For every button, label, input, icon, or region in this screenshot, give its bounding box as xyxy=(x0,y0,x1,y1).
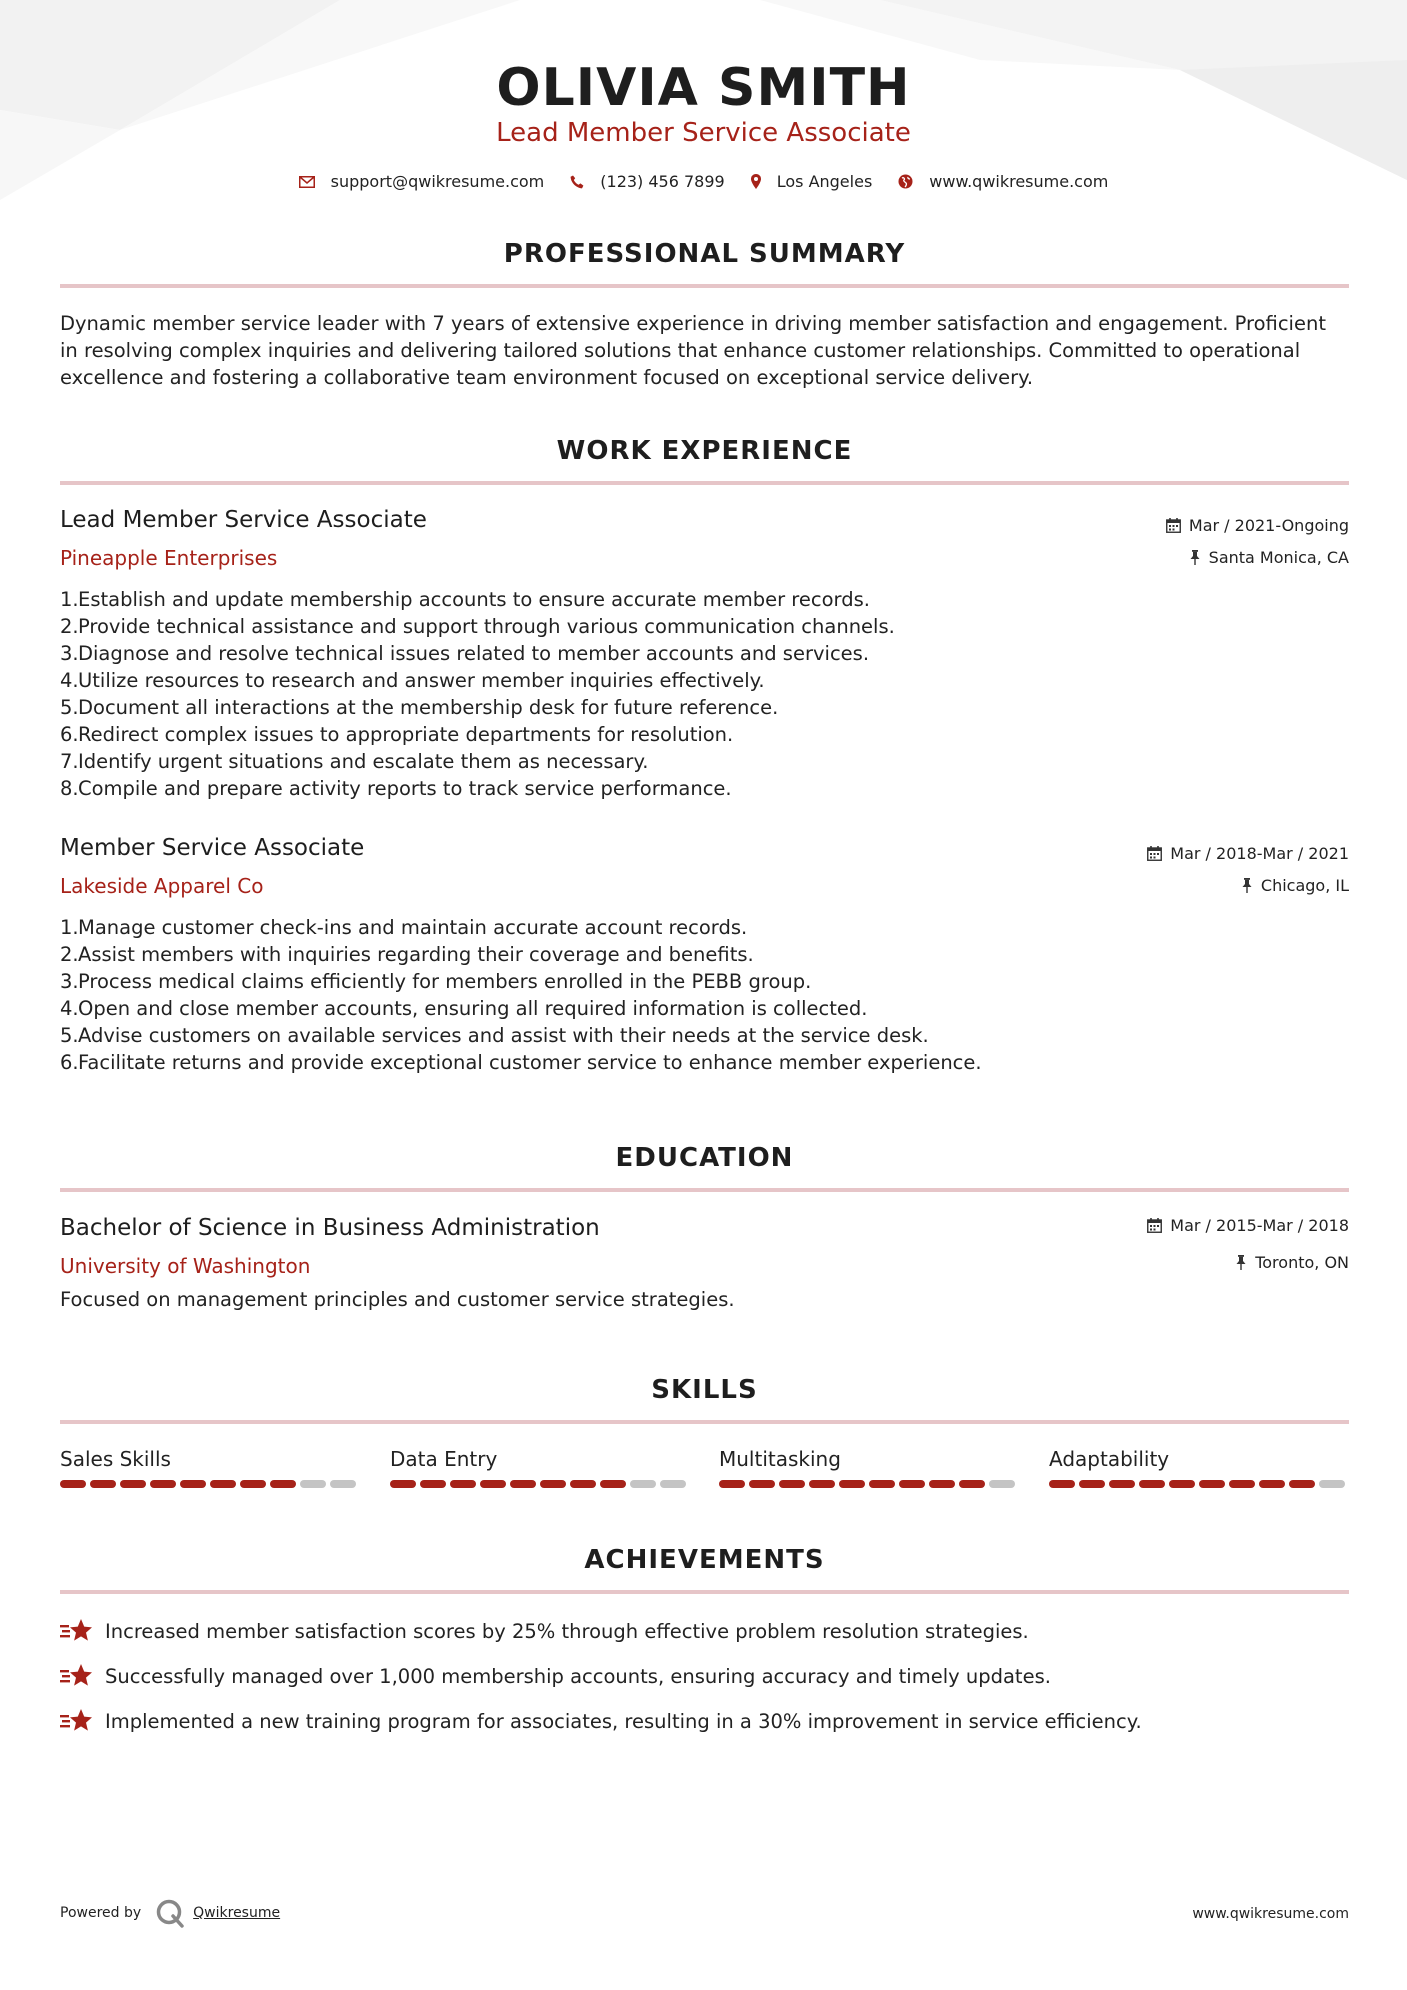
skill-name: Sales Skills xyxy=(60,1447,171,1471)
job-bullet-item xyxy=(60,694,1349,721)
job-bullet-item xyxy=(60,1022,1349,1049)
pushpin-icon xyxy=(1241,878,1253,893)
skill-level-bar xyxy=(719,1480,1019,1488)
skill-segment-filled xyxy=(1199,1480,1225,1488)
summary-text: Dynamic member service leader with 7 years of extensive experience in driving member satisfaction and engagement. Proficient in resolving complex inquiries and delivering tailored solutions that enhance customer relationships. Committed to operational excellence and fostering a collaborative team environment focused on exceptional service delivery. xyxy=(60,312,1326,389)
candidate-name: OLIVIA SMITH xyxy=(496,58,911,118)
phone-text: (123) 456 7899 xyxy=(600,172,725,191)
footer-website[interactable]: www.qwikresume.com xyxy=(1192,1906,1349,1922)
skill-name: Data Entry xyxy=(390,1447,498,1471)
contact-website[interactable] xyxy=(898,172,1108,191)
job-bullet-item xyxy=(60,640,1349,667)
skill-segment-filled xyxy=(60,1480,86,1488)
skill-segment-empty xyxy=(330,1480,356,1488)
job-location xyxy=(1189,548,1349,567)
bullet-text: Provide technical assistance and support through various communication channels. xyxy=(78,615,895,638)
job-company: Pineapple Enterprises xyxy=(60,546,278,570)
skill-segment-filled xyxy=(1139,1480,1165,1488)
skill-name: Multitasking xyxy=(719,1447,841,1471)
contact-phone[interactable] xyxy=(570,172,724,191)
skill-item xyxy=(1049,1447,1349,1488)
section-title-experience: WORK EXPERIENCE xyxy=(556,436,853,466)
skill-segment-filled xyxy=(390,1480,416,1488)
skill-segment-filled xyxy=(929,1480,955,1488)
skill-segment-filled xyxy=(959,1480,985,1488)
skill-segment-filled xyxy=(749,1480,775,1488)
education-school: University of Washington xyxy=(60,1254,311,1278)
education-dates-text: Mar / 2015-Mar / 2018 xyxy=(1170,1216,1349,1235)
skill-segment-filled xyxy=(899,1480,925,1488)
star-icon xyxy=(60,1663,93,1689)
skill-segment-filled xyxy=(1289,1480,1315,1488)
bullet-number: 1. xyxy=(60,588,79,611)
footer-powered-by xyxy=(60,1898,280,1928)
skill-segment-filled xyxy=(270,1480,296,1488)
skill-segment-filled xyxy=(120,1480,146,1488)
map-pin-icon xyxy=(751,174,761,189)
email-text: support@qwikresume.com xyxy=(330,172,545,191)
achievement-text: Increased member satisfaction scores by 25% through effective problem resolution strategies. xyxy=(105,1619,1029,1643)
job-bullets xyxy=(60,914,1349,1076)
website-text: www.qwikresume.com xyxy=(929,172,1109,191)
job-dates xyxy=(1166,516,1349,535)
section-title-achievements: ACHIEVEMENTS xyxy=(584,1545,825,1575)
bullet-text: Open and close member accounts, ensuring all required information is collected. xyxy=(78,997,868,1020)
skill-segment-empty xyxy=(630,1480,656,1488)
skill-segment-filled xyxy=(480,1480,506,1488)
skill-segment-filled xyxy=(1109,1480,1135,1488)
skill-segment-empty xyxy=(660,1480,686,1488)
skill-segment-filled xyxy=(450,1480,476,1488)
skill-segment-filled xyxy=(1169,1480,1195,1488)
contact-bar xyxy=(0,172,1407,191)
job-bullet-item xyxy=(60,941,1349,968)
skill-segment-filled xyxy=(90,1480,116,1488)
skill-segment-empty xyxy=(300,1480,326,1488)
job-bullet-item xyxy=(60,613,1349,640)
section-divider xyxy=(60,1188,1349,1192)
bullet-number: 5. xyxy=(60,696,79,719)
achievement-text: Implemented a new training program for associates, resulting in a 30% improvement in service efficiency. xyxy=(105,1709,1142,1733)
job-title: Member Service Associate xyxy=(60,835,365,861)
skill-level-bar xyxy=(60,1480,360,1488)
phone-icon xyxy=(570,175,584,189)
bullet-number: 2. xyxy=(60,615,79,638)
calendar-icon xyxy=(1147,846,1162,861)
skill-segment-filled xyxy=(719,1480,745,1488)
bullet-number: 6. xyxy=(60,1051,79,1074)
contact-location xyxy=(751,172,873,191)
bullet-text: Utilize resources to research and answer member inquiries effectively. xyxy=(78,669,765,692)
skill-segment-filled xyxy=(1229,1480,1255,1488)
pushpin-icon xyxy=(1189,550,1201,565)
bullet-text: Document all interactions at the membership desk for future reference. xyxy=(78,696,779,719)
job-bullet-item xyxy=(60,667,1349,694)
job-bullet-item xyxy=(60,914,1349,941)
qwikresume-logo-icon xyxy=(155,1898,185,1928)
bullet-number: 4. xyxy=(60,997,79,1020)
section-title-skills: SKILLS xyxy=(651,1375,758,1405)
job-dates-text: Mar / 2018-Mar / 2021 xyxy=(1170,844,1349,863)
achievement-item xyxy=(60,1618,1029,1644)
job-bullet-item xyxy=(60,1049,1349,1076)
contact-email[interactable] xyxy=(299,172,545,191)
skill-segment-filled xyxy=(420,1480,446,1488)
job-bullet-item xyxy=(60,721,1349,748)
bullet-text: Diagnose and resolve technical issues related to member accounts and services. xyxy=(78,642,870,665)
job-bullet-item xyxy=(60,748,1349,775)
bullet-text: Identify urgent situations and escalate them as necessary. xyxy=(78,750,649,773)
pushpin-icon xyxy=(1235,1255,1247,1270)
job-bullet-item xyxy=(60,995,1349,1022)
education-location-text: Toronto, ON xyxy=(1255,1253,1349,1272)
skill-segment-filled xyxy=(809,1480,835,1488)
job-bullet-item xyxy=(60,586,1349,613)
job-title: Lead Member Service Associate xyxy=(60,507,427,533)
skill-segment-filled xyxy=(1079,1480,1105,1488)
skill-segment-empty xyxy=(989,1480,1015,1488)
calendar-icon xyxy=(1166,518,1181,533)
skill-segment-filled xyxy=(210,1480,236,1488)
globe-icon xyxy=(898,174,913,189)
section-divider xyxy=(60,481,1349,485)
skill-segment-empty xyxy=(1319,1480,1345,1488)
section-divider xyxy=(60,1420,1349,1424)
powered-by-text: Powered by xyxy=(60,1905,142,1921)
bullet-text: Advise customers on available services and assist with their needs at the service desk. xyxy=(78,1024,929,1047)
bullet-number: 6. xyxy=(60,723,79,746)
section-title-education: EDUCATION xyxy=(615,1143,794,1173)
education-location xyxy=(1235,1253,1349,1272)
skill-segment-filled xyxy=(869,1480,895,1488)
skill-item xyxy=(60,1447,360,1488)
bullet-number: 2. xyxy=(60,943,79,966)
skill-segment-filled xyxy=(1049,1480,1075,1488)
job-bullet-item xyxy=(60,968,1349,995)
bullet-number: 5. xyxy=(60,1024,79,1047)
achievement-item xyxy=(60,1708,1142,1734)
skill-segment-filled xyxy=(779,1480,805,1488)
skill-segment-filled xyxy=(540,1480,566,1488)
job-dates xyxy=(1147,844,1349,863)
achievement-text: Successfully managed over 1,000 membership accounts, ensuring accuracy and timely updates. xyxy=(105,1664,1051,1688)
skill-item xyxy=(719,1447,1019,1488)
bullet-text: Redirect complex issues to appropriate departments for resolution. xyxy=(78,723,734,746)
bullet-number: 8. xyxy=(60,777,79,800)
bullet-text: Establish and update membership accounts to ensure accurate member records. xyxy=(78,588,870,611)
skill-name: Adaptability xyxy=(1049,1447,1170,1471)
qwikresume-link[interactable]: Qwikresume xyxy=(193,1905,281,1921)
bullet-number: 7. xyxy=(60,750,79,773)
bullet-text: Process medical claims efficiently for members enrolled in the PEBB group. xyxy=(78,970,812,993)
education-dates xyxy=(1147,1216,1349,1235)
envelope-icon xyxy=(299,176,315,188)
section-divider xyxy=(60,284,1349,288)
bullet-text: Facilitate returns and provide exceptional customer service to enhance member experience. xyxy=(78,1051,982,1074)
skill-segment-filled xyxy=(510,1480,536,1488)
bullet-text: Compile and prepare activity reports to track service performance. xyxy=(78,777,732,800)
job-bullets xyxy=(60,586,1349,802)
skill-segment-filled xyxy=(240,1480,266,1488)
bullet-number: 3. xyxy=(60,642,79,665)
skill-segment-filled xyxy=(839,1480,865,1488)
skill-segment-filled xyxy=(1259,1480,1285,1488)
section-title-summary: PROFESSIONAL SUMMARY xyxy=(503,239,906,269)
star-icon xyxy=(60,1618,93,1644)
skill-level-bar xyxy=(1049,1480,1349,1488)
skill-segment-filled xyxy=(600,1480,626,1488)
bullet-text: Assist members with inquiries regarding their coverage and benefits. xyxy=(78,943,754,966)
job-dates-text: Mar / 2021-Ongoing xyxy=(1188,516,1349,535)
skill-item xyxy=(390,1447,690,1488)
achievement-item xyxy=(60,1663,1051,1689)
location-text: Los Angeles xyxy=(776,172,873,191)
star-icon xyxy=(60,1708,93,1734)
bullet-number: 1. xyxy=(60,916,79,939)
section-divider xyxy=(60,1590,1349,1594)
candidate-title: Lead Member Service Associate xyxy=(496,118,911,148)
education-description: Focused on management principles and customer service strategies. xyxy=(60,1288,735,1311)
job-location xyxy=(1241,876,1349,895)
skill-segment-filled xyxy=(570,1480,596,1488)
job-location-text: Chicago, IL xyxy=(1260,876,1349,895)
bullet-text: Manage customer check-ins and maintain accurate account records. xyxy=(78,916,748,939)
skill-segment-filled xyxy=(180,1480,206,1488)
skill-level-bar xyxy=(390,1480,690,1488)
job-company: Lakeside Apparel Co xyxy=(60,874,264,898)
bullet-number: 4. xyxy=(60,669,79,692)
calendar-icon xyxy=(1147,1218,1162,1233)
job-bullet-item xyxy=(60,775,1349,802)
job-location-text: Santa Monica, CA xyxy=(1208,548,1349,567)
bullet-number: 3. xyxy=(60,970,79,993)
education-degree: Bachelor of Science in Business Administration xyxy=(60,1215,600,1241)
skill-segment-filled xyxy=(150,1480,176,1488)
